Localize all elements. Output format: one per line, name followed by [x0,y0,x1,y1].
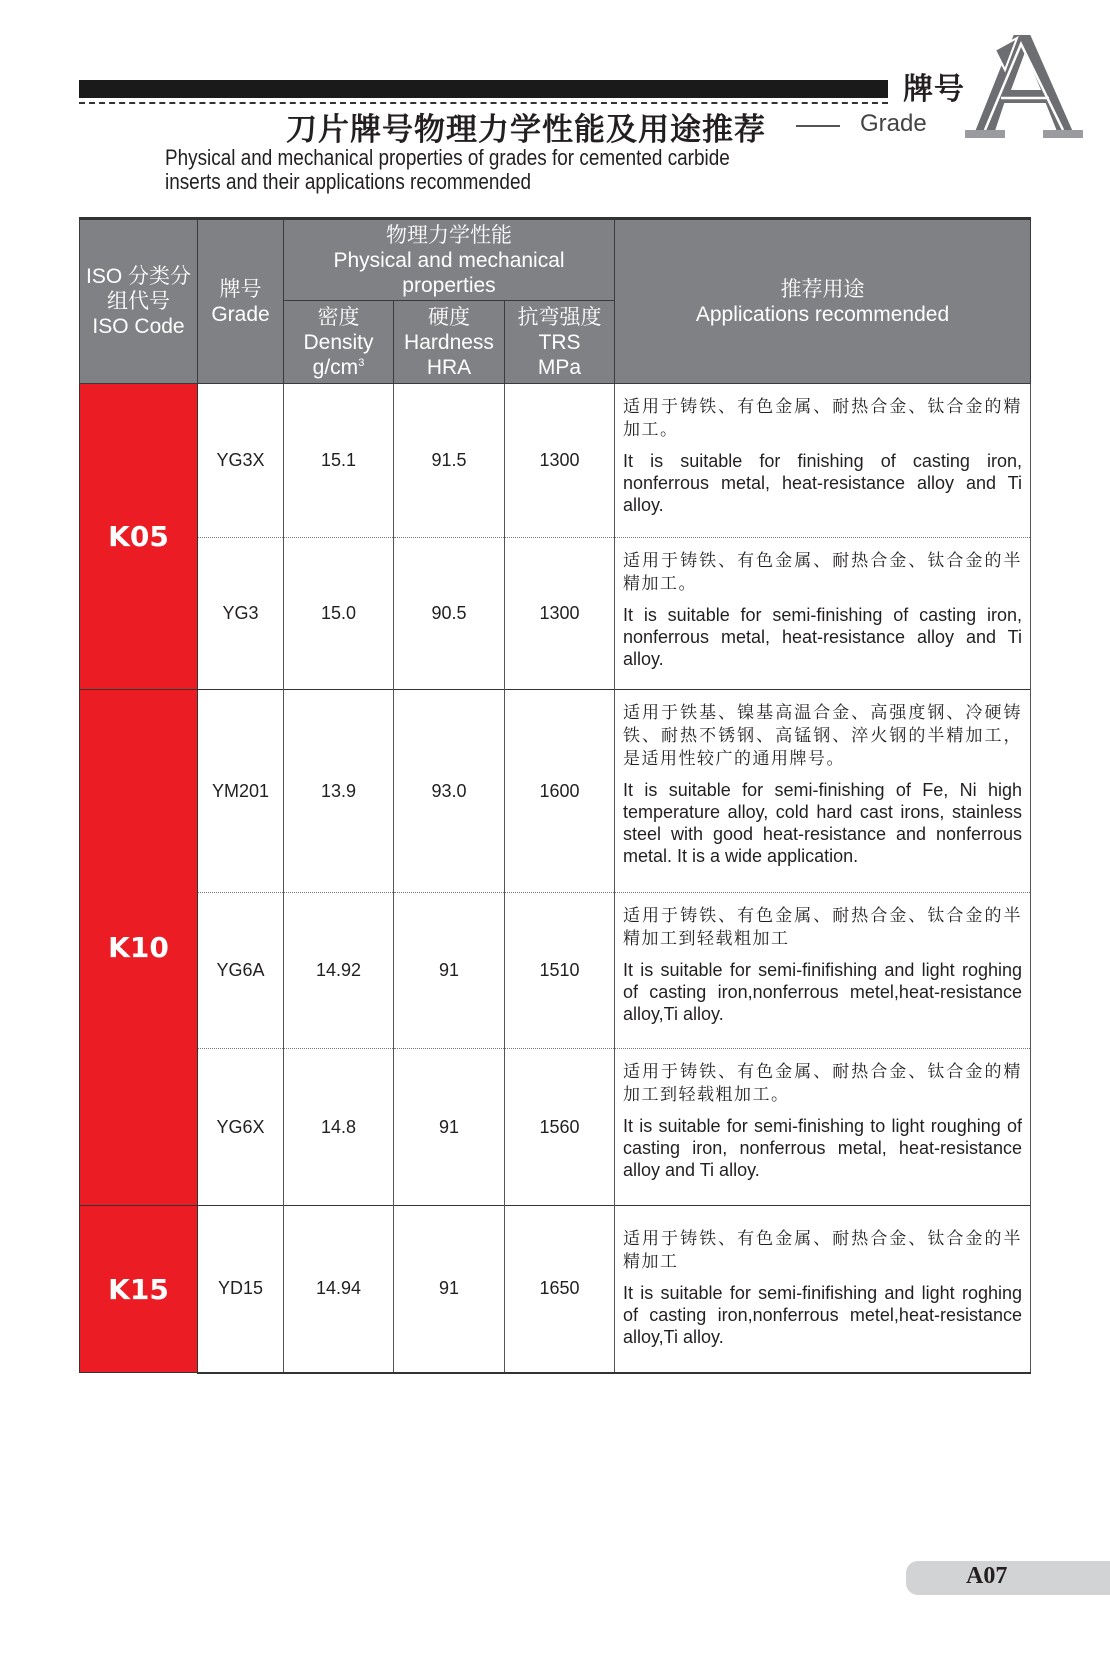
density-cell: 14.92 [284,893,394,1049]
trs-cell: 1300 [505,538,615,690]
grade-cell: YG6X [198,1049,284,1206]
application-cell [615,893,1031,1049]
header-iso-zh-1: ISO 分类分 [85,265,191,288]
grade-cell: YG3 [198,538,284,690]
iso-code-cell: K10 [80,690,198,1206]
application-cell [615,384,1031,538]
density-cell: 13.9 [284,690,394,893]
application-cell [615,1206,1031,1373]
trs-cell: 1600 [505,690,615,893]
table-row [80,1206,1031,1373]
header-hardness-en: Hardness [404,330,494,354]
header-props-zh: 物理力学性能 [386,223,512,247]
header-props-en-2: properties [402,273,496,297]
header-apps-en: Applications recommended [695,302,950,326]
header-physical-properties [284,219,615,301]
trs-cell: 1300 [505,384,615,538]
header-grade-en: Grade [211,302,270,326]
density-cell: 15.0 [284,538,394,690]
hardness-cell: 91.5 [394,384,505,538]
application-cell [615,538,1031,690]
application-cell [615,690,1031,893]
application-en: It is suitable for semi-finishing of Fe, Ni high temperature alloy, cold hard cast irons, stainless steel with good heat-resistance and nonferrous metal. It is a wide application. [623,780,1022,866]
grade-cell: YM201 [198,690,284,893]
header-density [284,301,394,384]
trs-cell: 1560 [505,1049,615,1206]
hardness-cell: 91 [394,1049,505,1206]
application-en: It is suitable for finishing of casting iron, nonferrous metal, heat-resistance alloy and Ti alloy. [623,451,1022,515]
table-row [80,538,1031,690]
grade-cell: YG3X [198,384,284,538]
application-zh: 适用于铸铁、有色金属、耐热合金、钛合金的精加工到轻载粗加工。 [623,1062,1022,1105]
application-zh: 适用于铁基、镍基高温合金、高强度钢、冷硬铸铁、耐热不锈钢、高锰钢、淬火钢的半精加工，是适用性较广的通用牌号。 [623,703,1022,769]
table-row [80,1049,1031,1206]
page-number: A07 [966,1563,1008,1589]
trs-cell: 1510 [505,893,615,1049]
hardness-cell: 90.5 [394,538,505,690]
subtitle-line-2: inserts and their applications recommended [165,169,531,194]
header-trs-en: TRS [538,330,581,354]
application-en: It is suitable for semi-finifishing and light roghing of casting iron,nonferrous metel,heat-resistance alloy,Ti alloy. [623,960,1022,1024]
section-label: 牌号 [903,72,965,107]
density-cell: 15.1 [284,384,394,538]
header-trs-zh: 抗弯强度 [517,305,602,329]
header-trs [505,301,615,384]
header-hardness [394,301,505,384]
hardness-cell: 93.0 [394,690,505,893]
page-subtitle [165,146,767,194]
iso-code-cell: K15 [80,1206,198,1373]
application-cell [615,1049,1031,1206]
application-zh: 适用于铸铁、有色金属、耐热合金、钛合金的半精加工。 [623,551,1022,594]
grades-table [79,217,1031,1374]
density-cell: 14.8 [284,1049,394,1206]
grade-cell: YG6A [198,893,284,1049]
application-en: It is suitable for semi-finishing of casting iron, nonferrous metal, heat-resistance alloy and Ti alloy. [623,605,1022,669]
iso-code-cell: K05 [80,384,198,690]
header-iso-code [80,219,198,384]
header-props-en-1: Physical and mechanical [333,248,565,272]
application-zh: 适用于铸铁、有色金属、耐热合金、钛合金的半精加工到轻载粗加工 [623,906,1022,949]
header-density-unit: $g/cm^3$ [312,355,365,379]
application-en: It is suitable for semi-finifishing and light roghing of casting iron,nonferrous metel,heat-resistance alloy,Ti alloy. [623,1283,1022,1347]
header-applications [615,219,1031,384]
header-hardness-unit: HRA [426,355,472,379]
header-grade [198,219,284,384]
trs-cell: 1650 [505,1206,615,1373]
application-en: It is suitable for semi-finishing to light roughing of casting iron, nonferrous metal, heat-resistance alloy and Ti alloy. [623,1116,1022,1180]
title-dash-divider [796,125,840,127]
header-trs-unit: MPa [537,355,582,379]
header-density-en: Density [303,330,374,354]
density-cell: 14.94 [284,1206,394,1373]
logo-letter-a-icon [965,30,1083,140]
header-grade-zh: 牌号 [219,277,262,301]
page-number-pill [906,1561,1110,1595]
table-row [80,690,1031,893]
header-black-bar [79,80,888,98]
hardness-cell: 91 [394,893,505,1049]
header-apps-zh: 推荐用途 [780,277,865,301]
application-zh: 适用于铸铁、有色金属、耐热合金、钛合金的精加工。 [623,397,1022,440]
header-iso-zh-2: 组代号 [107,290,170,313]
page-title-zh: 刀片牌号物理力学性能及用途推荐 [286,112,766,148]
subtitle-line-1: Physical and mechanical properties of grades for cemented carbide [165,145,730,170]
table-row [80,384,1031,538]
header-iso-en: ISO Code [92,315,185,338]
table-row [80,893,1031,1049]
hardness-cell: 91 [394,1206,505,1373]
application-zh: 适用于铸铁、有色金属、耐热合金、钛合金的半精加工 [623,1229,1022,1272]
header-density-zh: 密度 [317,305,360,329]
grade-cell: YD15 [198,1206,284,1373]
header-hardness-zh: 硬度 [428,305,470,329]
page-title-en: Grade [860,110,927,137]
